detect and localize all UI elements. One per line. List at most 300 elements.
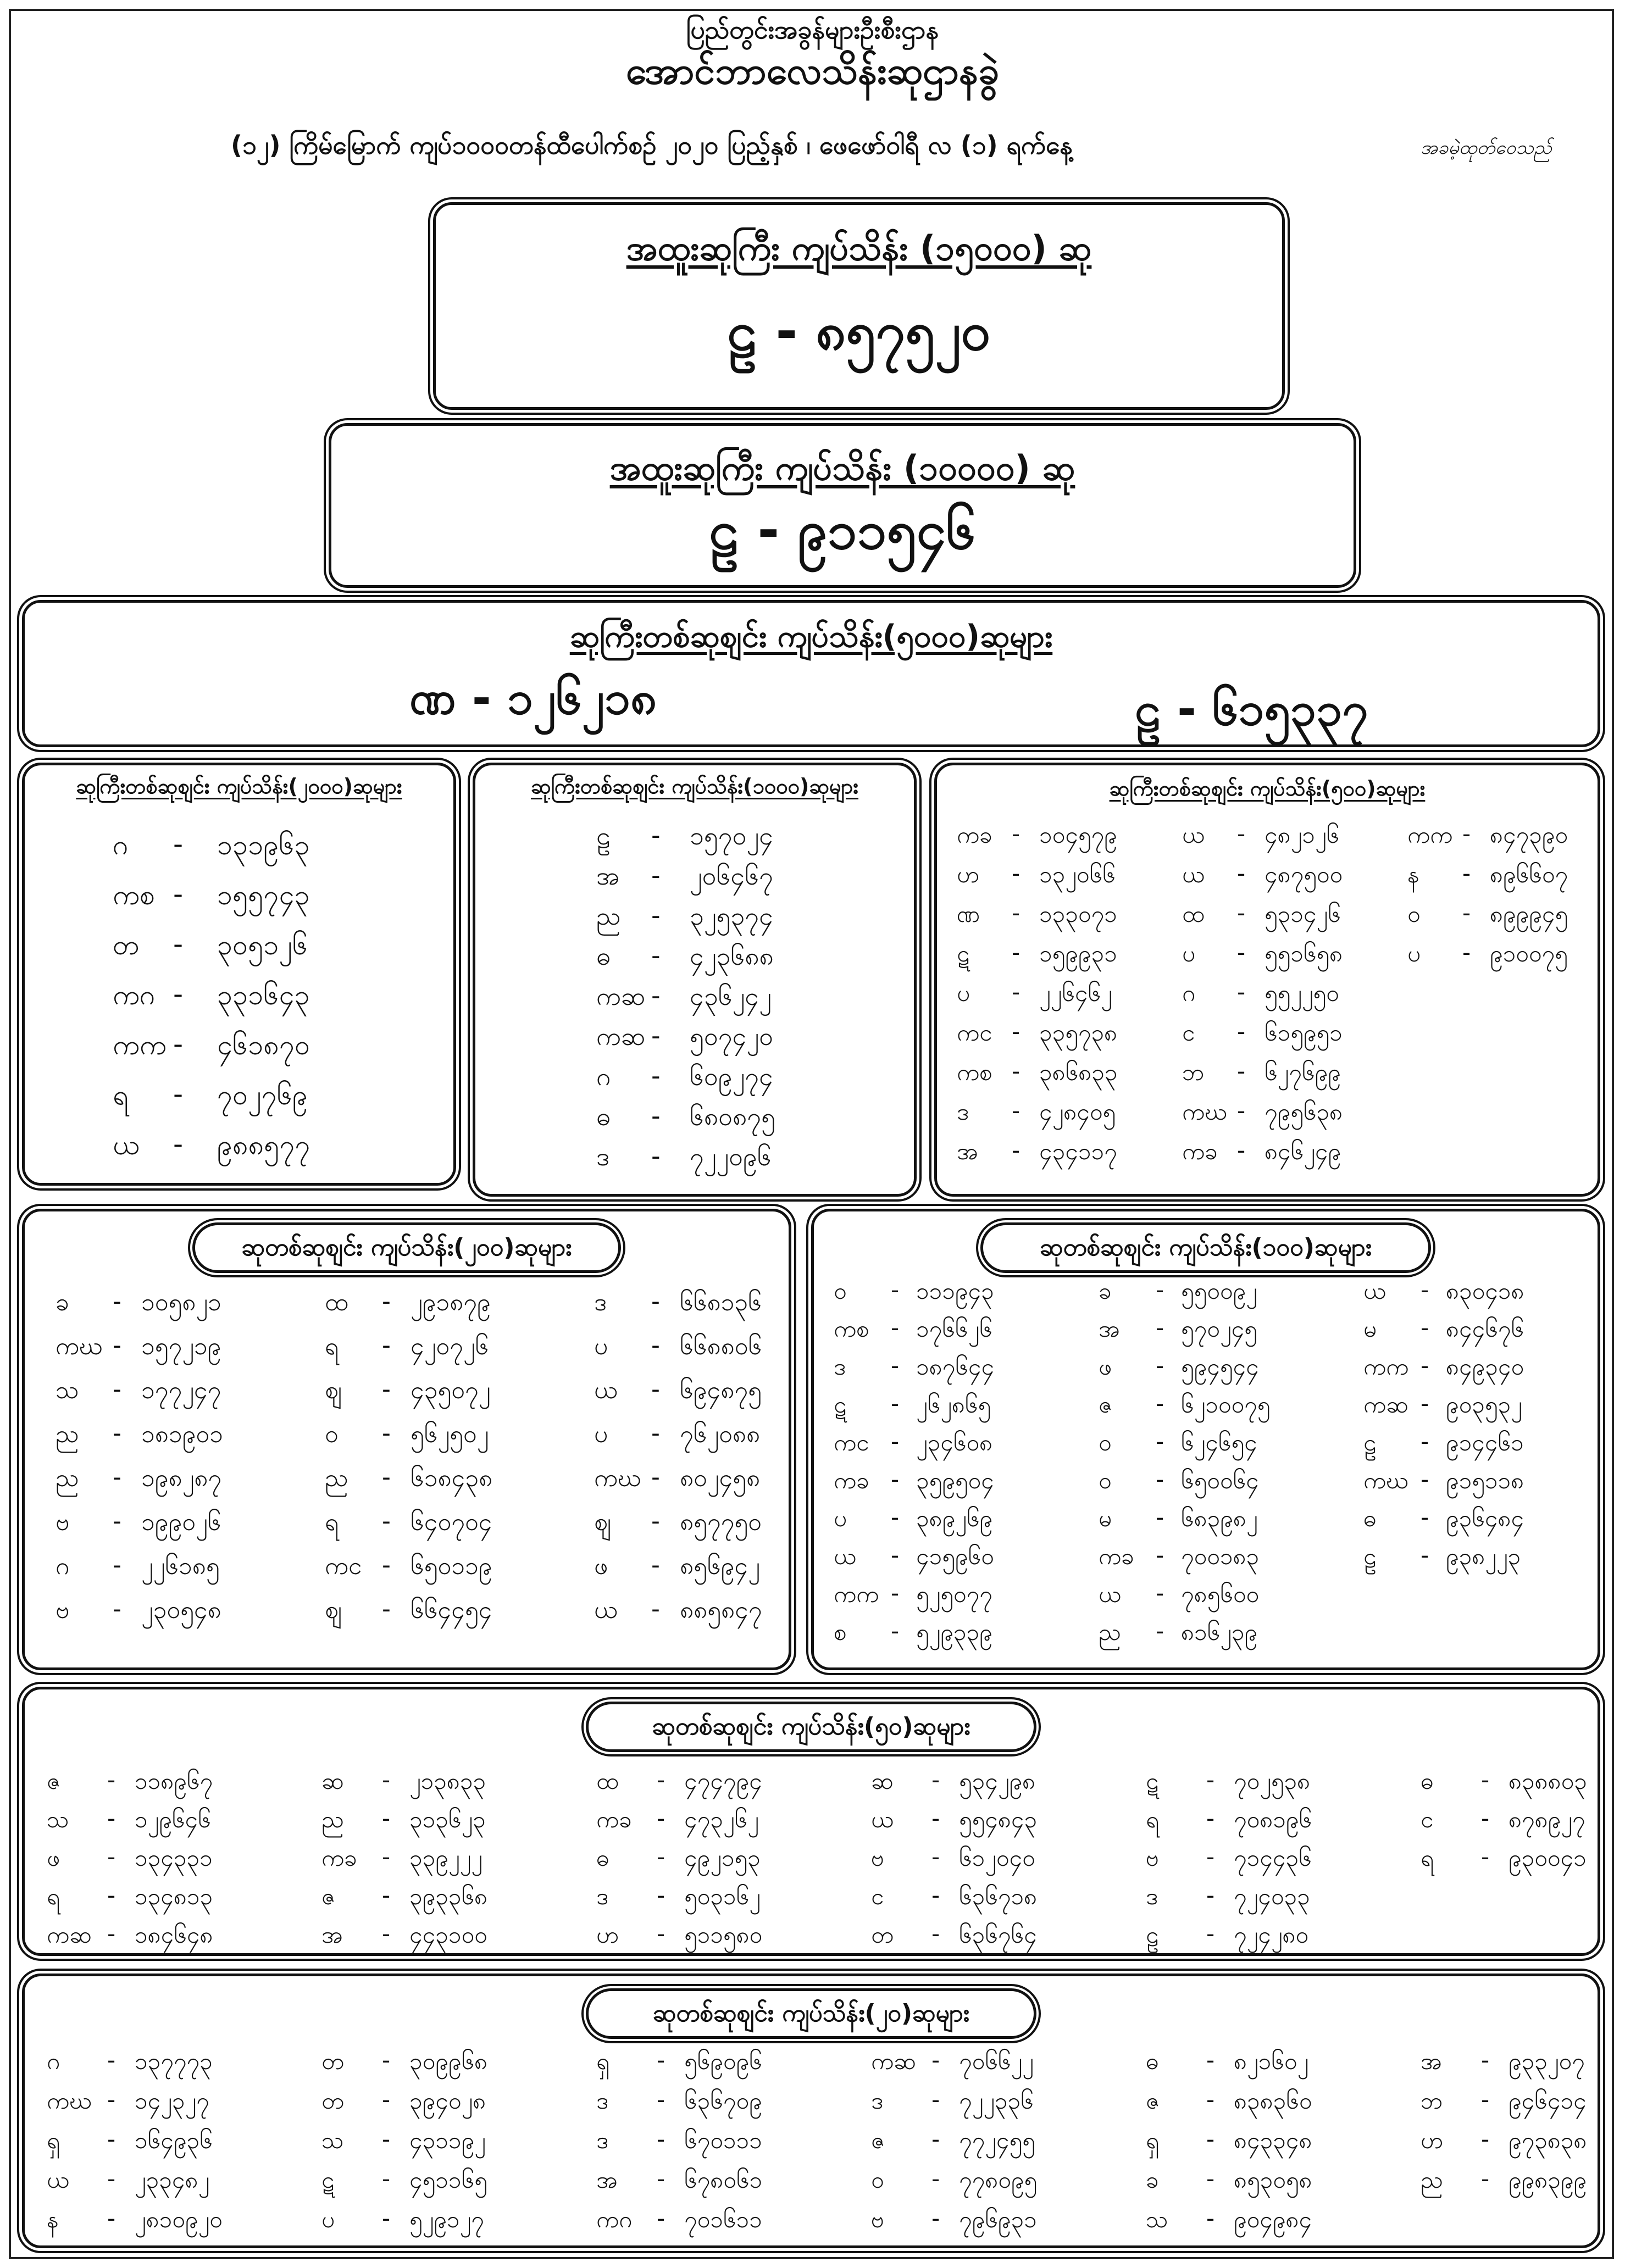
entry-number: ၁၀၅၈၂၁	[141, 1288, 221, 1316]
entry-number: ၈၉၆၆၀၇	[1490, 861, 1568, 888]
entry-number: ၉၄၆၄၁၄	[1508, 2087, 1587, 2114]
entry-series: ဓ	[1421, 1767, 1434, 1794]
prize-1000-title: ဆုကြီးတစ်ဆုစျင်း ကျပ်သိန်း(၁၀၀၀)ဆုများ	[530, 774, 859, 798]
entry-number: ၃၈၆၈၃၃	[1039, 1059, 1118, 1086]
entry-series: ကဆ	[47, 1921, 92, 1948]
entry-series: အ	[596, 861, 620, 891]
entry-dash: -	[1012, 1058, 1021, 1085]
entry-number: ၁၅၅၇၄၃	[217, 879, 310, 911]
entry-dash: -	[657, 1805, 665, 1832]
entry-number: ၄၇၃၂၆၂	[684, 1806, 759, 1833]
entry-series: ဓ	[1363, 1505, 1377, 1532]
entry-dash: -	[651, 1595, 660, 1623]
entry-dash: -	[931, 1882, 940, 1909]
entry-dash: -	[1481, 2047, 1490, 2074]
entry-number: ၇၂၂၀၉၆	[690, 1142, 772, 1171]
entry-dash: -	[1421, 1390, 1429, 1417]
prize-20-box	[22, 1974, 1600, 2248]
entry-number: ၃၅၉၅၀၄	[916, 1467, 994, 1494]
entry-series: န	[47, 2206, 59, 2233]
entry-number: ၂၃၃၄၈၂	[135, 2166, 210, 2193]
dept-name: အောင်ဘာလေသိန်းဆုဌာနခွဲ	[625, 49, 1000, 93]
entry-dash: -	[1012, 979, 1021, 1005]
entry-series: ကင	[957, 1019, 992, 1046]
entry-number: ၄၇၄၇၉၄	[684, 1767, 762, 1794]
entry-dash: -	[651, 820, 661, 850]
entry-number: ၆၆၈၈၀၆	[680, 1332, 762, 1360]
entry-series: ကခ	[1182, 1138, 1218, 1165]
entry-series: ဠ	[1146, 1921, 1159, 1948]
entry-series: ဈ	[325, 1596, 342, 1624]
entry-dash: -	[382, 1507, 391, 1535]
entry-number: ၃၃၁၆၄၃	[217, 979, 310, 1011]
entry-number: ၃၈၉၂၆၉	[916, 1505, 993, 1532]
entry-series: ဝ	[871, 2166, 884, 2193]
entry-dash: -	[107, 1805, 116, 1832]
entry-dash: -	[382, 1419, 391, 1447]
entry-series: ကဃ	[594, 1464, 641, 1492]
entry-number: ၈၃၀၄၁၈	[1446, 1277, 1524, 1304]
entry-series: ဟ	[957, 861, 980, 888]
entry-dash: -	[113, 1551, 121, 1579]
entry-series: ဈ	[325, 1376, 342, 1404]
entry-series: ဂ	[113, 829, 129, 861]
entry-dash: -	[657, 2165, 665, 2192]
entry-number: ၇၂၄၀၃၃	[1234, 1883, 1310, 1910]
entry-dash: -	[651, 941, 661, 970]
entry-dash: -	[1462, 860, 1471, 887]
prize-2000-title: ဆုကြီးတစ်ဆုစျင်း ကျပ်သိန်း(၂၀၀၀)ဆုများ	[76, 774, 402, 798]
entry-dash: -	[113, 1595, 121, 1623]
entry-number: ၄၄၃၁၀၀	[409, 1921, 487, 1948]
entry-number: ၉၈၈၅၇၇	[217, 1129, 310, 1161]
entry-series: အ	[1421, 2048, 1442, 2075]
entry-dash: -	[931, 2086, 940, 2113]
entry-series: ပ	[594, 1332, 608, 1360]
entry-dash: -	[1206, 2126, 1215, 2153]
entry-dash: -	[891, 1428, 900, 1455]
entry-series: ယ	[1363, 1277, 1386, 1304]
entry-dash: -	[1206, 1805, 1215, 1832]
entry-number: ၆၈၃၉၈၂	[1181, 1505, 1258, 1532]
entry-series: ဒ	[596, 1142, 609, 1171]
entry-number: ၇၀၈၁၉၆	[1234, 1806, 1312, 1833]
entry-number: ၄၃၆၂၄၂	[690, 981, 772, 1011]
entry-series: ရ	[113, 1079, 129, 1111]
entry-dash: -	[931, 2165, 940, 2192]
entry-series: ပ	[321, 2206, 335, 2233]
entry-series: ထ	[1182, 900, 1205, 927]
entry-series: ကဂ	[596, 2206, 633, 2233]
entry-dash: -	[173, 878, 184, 910]
entry-dash: -	[651, 1101, 661, 1131]
entry-series: ဗ	[871, 2206, 884, 2233]
entry-number: ၆၁၈၄၃၈	[411, 1464, 493, 1492]
entry-number: ၆၅၀၀၆၄	[1181, 1467, 1259, 1494]
entry-series: မ	[1099, 1505, 1112, 1532]
entry-series: ဝ	[834, 1277, 847, 1304]
entry-series: ဒ	[596, 2127, 608, 2154]
entry-dash: -	[1421, 1428, 1429, 1455]
entry-dash: -	[1012, 1018, 1021, 1045]
prize-2000-box	[22, 763, 456, 1186]
entry-number: ၅၅၀၀၉၂	[1181, 1277, 1257, 1304]
entry-dash: -	[1156, 1466, 1164, 1493]
entry-number: ၄၃၄၁၁၇	[1039, 1138, 1117, 1165]
entry-number: ၁၄၂၃၂၇	[135, 2087, 209, 2114]
entry-number: ၁၅၇၂၁၉	[141, 1332, 221, 1360]
entry-dash: -	[1156, 1580, 1164, 1606]
entry-dash: -	[1156, 1504, 1164, 1531]
entry-dash: -	[382, 1551, 391, 1579]
entry-series: င	[871, 1883, 884, 1910]
entry-number: ၈၇၈၉၂၇	[1508, 1806, 1585, 1833]
entry-number: ၆၂၇၆၉၉	[1264, 1059, 1341, 1086]
entry-dash: -	[1481, 2086, 1490, 2113]
entry-dash: -	[1156, 1352, 1164, 1379]
entry-dash: -	[113, 1419, 121, 1447]
entry-number: ၃၃၅၇၃၈	[1039, 1019, 1118, 1046]
prize-2-box	[329, 423, 1356, 588]
entry-series: ခ	[56, 1288, 69, 1316]
entry-dash: -	[1237, 820, 1246, 847]
entry-series: ဆ	[871, 1767, 894, 1794]
entry-number: ၉၇၃၈၃၈	[1508, 2127, 1587, 2154]
entry-series: မ	[1363, 1315, 1377, 1342]
entry-series: ဇ	[1146, 2087, 1160, 2114]
entry-series: စ	[834, 1619, 847, 1646]
entry-number: ၁၈၇၆၄၄	[916, 1353, 995, 1380]
entry-number: ၉၃၆၄၈၄	[1446, 1505, 1524, 1532]
entry-dash: -	[1012, 899, 1021, 926]
entry-number: ၇၀၂၇၆၉	[217, 1079, 308, 1111]
entry-number: ၆၈၀၈၇၅	[690, 1102, 776, 1131]
entry-number: ၁၃၁၉၆၃	[217, 829, 310, 861]
entry-series: သ	[47, 1806, 69, 1833]
entry-number: ၇၂၂၃၃၆	[959, 2087, 1034, 2114]
entry-series: ယ	[1099, 1581, 1121, 1608]
entry-number: ၁၁၈၉၆၇	[135, 1767, 213, 1794]
entry-number: ၆၇၀၁၁၁	[684, 2127, 762, 2154]
draw-info: (၁၂) ကြိမ်မြောက် ကျပ်၁၀၀၀တန်ထီပေါက်စဉ် ၂၀၂၀ ပြည့်နှစ် ၊ ဖေဖော်ဝါရီ လ (၁) ရက်နေ့	[231, 130, 1073, 160]
entry-number: ၆၂၄၆၅၄	[1181, 1429, 1257, 1456]
entry-series: ထ	[596, 1767, 619, 1794]
entry-dash: -	[107, 2047, 116, 2074]
entry-dash: -	[1012, 1097, 1021, 1124]
entry-dash: -	[931, 1843, 940, 1870]
entry-number: ၂၆၂၈၆၅	[916, 1391, 991, 1418]
entry-dash: -	[107, 1920, 116, 1947]
entry-dash: -	[1237, 860, 1246, 887]
entry-number: ၁၈၁၉၀၁	[141, 1420, 223, 1448]
entry-series: တ	[321, 2087, 344, 2114]
entry-number: ၈၉၉၉၄၅	[1490, 900, 1568, 927]
entry-dash: -	[1421, 1352, 1429, 1379]
entry-series: ဗ	[871, 1844, 884, 1871]
entry-series: ဗ	[56, 1508, 70, 1536]
entry-number: ၂၃၀၅၄၈	[141, 1596, 221, 1624]
entry-number: ၄၉၂၁၅၃	[684, 1844, 761, 1871]
entry-number: ၇၈၅၆၀၀	[1181, 1581, 1260, 1608]
prize-200-box	[22, 1209, 791, 1670]
entry-number: ၄၆၁၈၇၀	[217, 1029, 310, 1061]
entry-dash: -	[651, 1287, 660, 1315]
entry-series: ဖ	[47, 1844, 60, 1871]
entry-number: ၉၁၀၀၇၅	[1490, 940, 1568, 967]
entry-dash: -	[1421, 1314, 1429, 1341]
entry-number: ၆၅၀၁၁၉	[411, 1552, 492, 1580]
entry-series: ဒ	[834, 1353, 846, 1380]
entry-number: ၅၂၉၃၃၉	[916, 1619, 992, 1646]
entry-series: ယ	[594, 1376, 618, 1404]
entry-number: ၈၅၃၀၅၈	[1234, 2166, 1312, 2193]
entry-series: ဇ	[321, 1883, 335, 1910]
entry-dash: -	[173, 1128, 184, 1160]
entry-number: ၉၀၄၉၈၄	[1234, 2206, 1312, 2233]
entry-dash: -	[1156, 1542, 1164, 1569]
entry-series: ကင	[325, 1552, 362, 1580]
entry-number: ၅၆၂၅၀၂	[411, 1420, 489, 1448]
entry-dash: -	[651, 1331, 660, 1359]
entry-number: ၆၁၂၀၄၀	[959, 1844, 1035, 1871]
entry-series: ဇ	[47, 1767, 60, 1794]
entry-number: ၈၁၆၂၃၉	[1181, 1619, 1258, 1646]
entry-number: ၁၉၉၀၂၆	[141, 1508, 221, 1536]
prize-3-box	[22, 600, 1600, 747]
entry-series: ရ	[1146, 1806, 1160, 1833]
entry-dash: -	[113, 1507, 121, 1535]
entry-dash: -	[382, 2165, 391, 2192]
entry-dash: -	[382, 1766, 391, 1793]
entry-series: ပ	[1182, 940, 1195, 967]
entry-series: ဆ	[321, 1767, 344, 1794]
entry-dash: -	[657, 1843, 665, 1870]
entry-series: င	[1182, 1019, 1195, 1046]
entry-series: ဋ	[1146, 1767, 1159, 1794]
entry-number: ၂၁၃၈၃၃	[409, 1767, 486, 1794]
prize-100-box	[811, 1209, 1600, 1670]
entry-series: ပ	[834, 1505, 847, 1532]
entry-dash: -	[1206, 2165, 1215, 2192]
entry-series: ဗ	[1146, 1844, 1159, 1871]
entry-series: သ	[1146, 2206, 1168, 2233]
entry-dash: -	[1481, 2165, 1490, 2192]
entry-number: ၄၅၁၁၆၅	[409, 2166, 487, 2193]
entry-dash: -	[651, 1141, 661, 1171]
entry-dash: -	[107, 2205, 116, 2232]
entry-number: ၇၉၆၉၃၁	[959, 2206, 1037, 2233]
entry-series: ကဆ	[1363, 1391, 1408, 1418]
entry-series: ဂ	[47, 2048, 60, 2075]
entry-series: ရ	[325, 1332, 339, 1360]
entry-series: သ	[321, 2127, 344, 2154]
entry-dash: -	[1206, 2205, 1215, 2232]
entry-dash: -	[1421, 1466, 1429, 1493]
entry-number: ၇၀၁၆၁၁	[684, 2206, 762, 2233]
entry-number: ၂၂၆၄၆၂	[1039, 980, 1112, 1007]
entry-number: ၈၄၆၂၄၉	[1264, 1138, 1341, 1165]
entry-dash: -	[651, 1419, 660, 1447]
entry-dash: -	[107, 2086, 116, 2113]
entry-series: ဝ	[1099, 1467, 1112, 1494]
entry-dash: -	[382, 1375, 391, 1403]
entry-dash: -	[931, 1766, 940, 1793]
entry-dash: -	[1481, 1843, 1490, 1870]
entry-number: ၁၅၉၉၃၁	[1039, 940, 1117, 967]
entry-series: ဖ	[1099, 1353, 1112, 1380]
entry-dash: -	[891, 1352, 900, 1379]
entry-series: ဂ	[56, 1552, 70, 1580]
entry-dash: -	[173, 1078, 184, 1110]
entry-number: ၁၃၂၀၆၆	[1039, 861, 1116, 888]
entry-series: ကခ	[834, 1467, 869, 1494]
entry-number: ၇၀၀၁၈၃	[1181, 1543, 1260, 1570]
entry-number: ၅၃၄၂၉၈	[959, 1767, 1036, 1794]
entry-dash: -	[931, 2205, 940, 2232]
entry-dash: -	[1012, 860, 1021, 887]
entry-series: ယ	[113, 1129, 140, 1161]
prize-1-box	[433, 202, 1285, 410]
entry-dash: -	[107, 2126, 116, 2153]
entry-series: ဋ	[957, 940, 970, 967]
entry-number: ၅၉၄၅၄၄	[1181, 1353, 1259, 1380]
entry-dash: -	[382, 1920, 391, 1947]
entry-number: ၁၇၆၆၂၆	[916, 1315, 992, 1342]
prize-1-number: ဠ - ၈၅၇၅၂၀	[727, 301, 991, 362]
entry-number: ၉၁၄၄၆၁	[1446, 1429, 1524, 1456]
entry-series: ကဆ	[596, 1021, 646, 1051]
entry-dash: -	[382, 1882, 391, 1909]
entry-series: ည	[1421, 2166, 1443, 2193]
org-name: ပြည်တွင်းအခွန်များဦးစီးဌာန	[686, 15, 939, 45]
entry-number: ၆၂၁၀၀၇၅	[1181, 1391, 1271, 1418]
entry-number: ၄၁၅၉၆၀	[916, 1543, 994, 1570]
entry-number: ၄၈၇၅၀၀	[1264, 861, 1343, 888]
entry-dash: -	[382, 1331, 391, 1359]
entry-number: ၃၂၅၃၇၄	[690, 901, 773, 931]
entry-dash: -	[107, 2165, 116, 2192]
entry-dash: -	[113, 1463, 121, 1491]
entry-series: ကဆ	[596, 981, 646, 1011]
entry-dash: -	[651, 1375, 660, 1403]
prize-1-title: အထူးဆုကြီး ကျပ်သိန်း (၁၅၀၀၀) ဆု	[626, 228, 1092, 268]
entry-number: ၇၆၂၀၈၈	[680, 1420, 761, 1448]
entry-number: ၈၅၇၇၅၀	[680, 1508, 762, 1536]
entry-number: ၁၃၇၇၇၃	[135, 2048, 213, 2075]
entry-dash: -	[651, 1551, 660, 1579]
entry-series: တ	[321, 2048, 344, 2075]
entry-series: ကစ	[113, 879, 156, 911]
entry-dash: -	[1481, 1805, 1490, 1832]
entry-number: ၁၉၈၂၈၇	[141, 1464, 222, 1492]
entry-series: အ	[957, 1138, 978, 1165]
entry-dash: -	[1237, 899, 1246, 926]
entry-series: ဒ	[1146, 1883, 1158, 1910]
entry-dash: -	[931, 2047, 940, 2074]
entry-series: ယ	[834, 1543, 856, 1570]
entry-series: ရ	[47, 1883, 60, 1910]
prize-2-title: အထူးဆုကြီး ကျပ်သိန်း (၁၀၀၀၀) ဆု	[609, 448, 1075, 488]
entry-series: ဠ	[1363, 1543, 1377, 1570]
entry-dash: -	[931, 2126, 940, 2153]
entry-number: ၂၂၆၁၈၅	[141, 1552, 220, 1580]
entry-series: ည	[56, 1420, 79, 1448]
entry-dash: -	[382, 1805, 391, 1832]
entry-dash: -	[657, 1882, 665, 1909]
entry-series: ကခ	[1099, 1543, 1134, 1570]
entry-series: င	[1421, 1806, 1434, 1833]
prize-100-title: ဆုတစ်ဆုစျင်း ကျပ်သိန်း(၁၀၀)ဆုများ	[980, 1222, 1431, 1273]
entry-number: ၈၃၈၃၆၀	[1234, 2087, 1312, 2114]
entry-dash: -	[382, 2047, 391, 2074]
entry-number: ၆၃၆၇၀၉	[684, 2087, 762, 2114]
entry-series: ကဂ	[113, 979, 156, 1011]
entry-number: ၉၀၃၅၃၂	[1446, 1391, 1522, 1418]
entry-series: ရှ	[1146, 2127, 1160, 2154]
entry-dash: -	[173, 1028, 184, 1060]
entry-number: ၅၀၃၁၆၂	[684, 1883, 761, 1910]
entry-number: ၈၀၂၄၅၈	[680, 1464, 761, 1492]
entry-series: ဓ	[596, 1102, 611, 1131]
entry-dash: -	[1237, 1097, 1246, 1124]
entry-series: ဒ	[957, 1098, 969, 1125]
entry-number: ၅၅၂၂၅၀	[1264, 980, 1339, 1007]
entry-number: ၈၄၉၃၄၀	[1446, 1353, 1524, 1380]
entry-dash: -	[1012, 1137, 1021, 1164]
entry-series: ရ	[1421, 1844, 1434, 1871]
entry-dash: -	[1237, 1058, 1246, 1085]
entry-dash: -	[1156, 1314, 1164, 1341]
entry-dash: -	[651, 1021, 661, 1050]
entry-dash: -	[1421, 1276, 1429, 1303]
entry-number: ၃၉၃၃၆၈	[409, 1883, 488, 1910]
entry-dash: -	[1206, 1766, 1215, 1793]
entry-dash: -	[1156, 1428, 1164, 1455]
entry-series: ကဃ	[1182, 1098, 1228, 1125]
entry-series: ဋ	[321, 2166, 335, 2193]
entry-dash: -	[891, 1276, 900, 1303]
entry-dash: -	[891, 1504, 900, 1531]
entry-number: ၃၀၅၁၂၆	[217, 929, 308, 961]
entry-number: ၈၅၆၉၄၂	[680, 1552, 760, 1580]
entry-number: ၅၂၉၁၂၇	[409, 2206, 484, 2233]
entry-series: ပ	[594, 1420, 608, 1448]
entry-dash: -	[1481, 1766, 1490, 1793]
entry-number: ၂၀၆၄၆၇	[690, 861, 773, 891]
entry-series: ယ	[594, 1596, 618, 1624]
entry-dash: -	[891, 1390, 900, 1417]
entry-series: ပ	[957, 980, 970, 1007]
entry-series: ဈ	[594, 1508, 611, 1536]
entry-series: ယ	[1182, 861, 1205, 888]
entry-series: ည	[321, 1806, 344, 1833]
entry-number: ၇၇၈၀၉၅	[959, 2166, 1038, 2193]
entry-dash: -	[1237, 939, 1246, 966]
entry-series: ဠ	[596, 821, 611, 850]
entry-series: ကဃ	[47, 2087, 92, 2114]
entry-series: တ	[113, 929, 140, 961]
entry-dash: -	[382, 1595, 391, 1623]
entry-series: ကက	[834, 1581, 879, 1608]
entry-number: ၆၆၈၁၃၆	[680, 1288, 762, 1316]
entry-number: ၅၅၄၈၄၃	[959, 1806, 1038, 1833]
prize-50-box	[22, 1687, 1600, 1956]
entry-number: ၈၈၅၈၄၇	[680, 1596, 762, 1624]
entry-series: ကခ	[321, 1844, 357, 1871]
entry-dash: -	[173, 928, 184, 960]
entry-dash: -	[1206, 2047, 1215, 2074]
entry-number: ၄၂၀၇၂၆	[411, 1332, 489, 1360]
